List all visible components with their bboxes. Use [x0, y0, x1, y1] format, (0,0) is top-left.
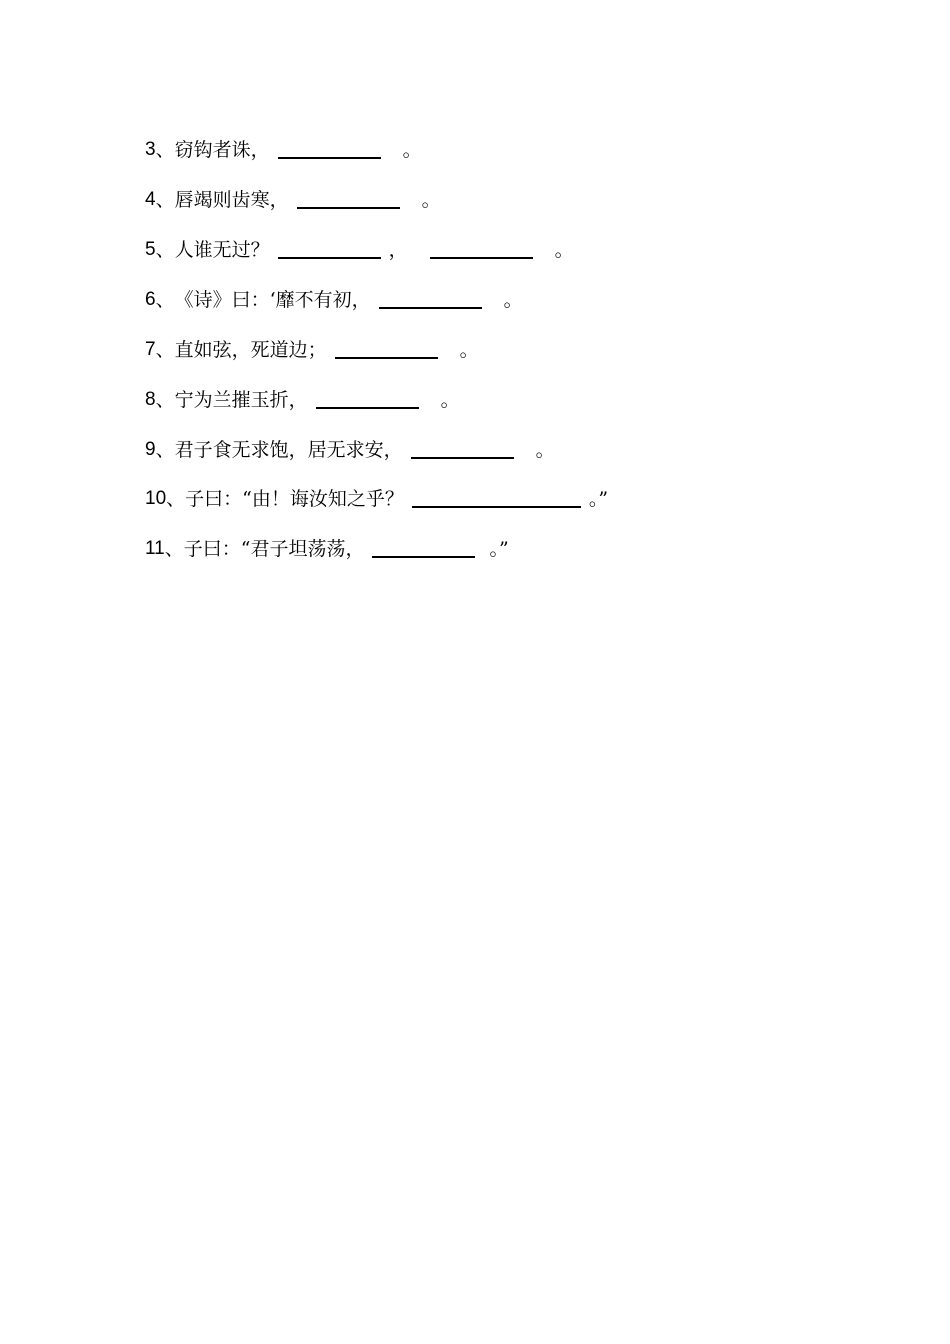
answer-blank[interactable] — [412, 484, 581, 508]
question-end-punct: 。 — [402, 139, 422, 161]
question-separator: 、 — [155, 189, 175, 211]
question-end-punct: 。 — [554, 239, 574, 261]
question-end-punct: 。” — [489, 538, 509, 560]
question-separator: 、 — [155, 239, 175, 261]
question-6 — [145, 285, 523, 315]
question-text: 唇竭则齿寒， — [174, 189, 289, 211]
question-3 — [145, 135, 422, 165]
question-mid-punct: ， — [388, 239, 408, 261]
question-end-punct: 。 — [440, 389, 460, 411]
question-7 — [145, 335, 479, 365]
question-number: 10 — [145, 488, 167, 509]
question-separator: 、 — [155, 389, 175, 411]
answer-blank[interactable] — [297, 185, 400, 209]
question-11 — [145, 534, 509, 564]
question-number: 7 — [145, 339, 156, 360]
answer-blank[interactable] — [278, 135, 381, 159]
question-separator: 、 — [166, 488, 186, 510]
question-number: 5 — [145, 239, 156, 260]
question-number: 11 — [145, 538, 165, 559]
question-end-punct: 。” — [588, 488, 609, 510]
answer-blank[interactable] — [335, 335, 438, 359]
answer-blank[interactable] — [372, 534, 475, 558]
question-end-punct: 。 — [421, 189, 441, 211]
question-separator: 、 — [155, 439, 175, 461]
question-number: 8 — [145, 389, 156, 410]
question-text: 直如弦，死道边； — [174, 339, 327, 361]
question-end-punct: 。 — [503, 289, 523, 311]
question-text: 子曰：“君子坦荡荡， — [183, 538, 365, 560]
question-text: 子曰：“由！诲汝知之乎？ — [185, 488, 404, 510]
question-separator: 、 — [155, 339, 175, 361]
question-number: 6 — [145, 289, 156, 310]
question-number: 4 — [145, 189, 156, 210]
question-separator: 、 — [155, 289, 175, 311]
answer-blank[interactable] — [379, 285, 482, 309]
answer-blank[interactable] — [411, 435, 514, 459]
question-8 — [145, 385, 460, 415]
question-number: 3 — [145, 139, 156, 160]
question-4 — [145, 185, 441, 215]
question-end-punct: 。 — [459, 339, 479, 361]
question-number: 9 — [145, 439, 156, 460]
answer-blank-2[interactable] — [430, 235, 533, 259]
answer-blank-1[interactable] — [278, 235, 381, 259]
question-text: 宁为兰摧玉折， — [174, 389, 308, 411]
question-end-punct: 。 — [535, 439, 555, 461]
question-text: 窃钩者诛， — [174, 139, 270, 161]
question-5 — [145, 235, 574, 265]
question-separator: 、 — [164, 538, 184, 560]
question-text: 君子食无求饱，居无求安， — [174, 439, 403, 461]
question-text: 人谁无过？ — [174, 239, 270, 261]
question-10 — [145, 484, 608, 514]
question-9 — [145, 435, 555, 465]
question-text: 《诗》曰：‘靡不有初， — [174, 289, 371, 311]
question-separator: 、 — [155, 139, 175, 161]
answer-blank[interactable] — [316, 385, 419, 409]
